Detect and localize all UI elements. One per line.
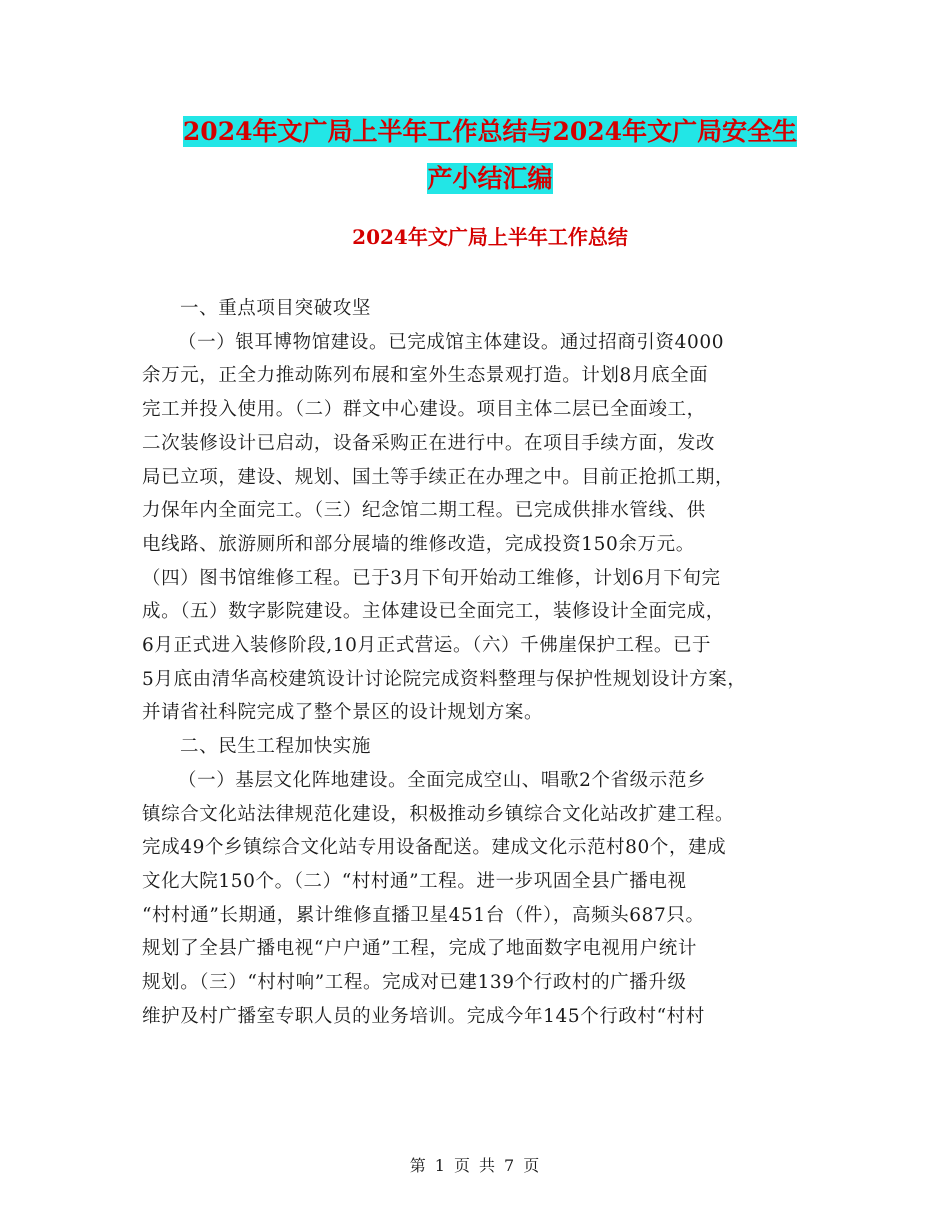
paragraph-line: 完成49个乡镇综合文化站专用设备配送。建成文化示范村80个，建成 (142, 837, 727, 859)
heading-key-projects: 一、重点项目突破攻坚 (180, 298, 372, 319)
paragraph-line: 完工并投入使用。（二）群文中心建设。项目主体二层已全面竣工， (142, 399, 706, 421)
paragraph-line: 余万元，正全力推动陈列布展和室外生态景观打造。计划8月底全面 (142, 365, 709, 387)
paragraph-line: 5月底由清华高校建筑设计讨论院完成资料整理与保护性规划设计方案， (142, 668, 747, 690)
paragraph-line: （一）银耳博物馆建设。已完成馆主体建设。通过招商引资4000 (178, 331, 725, 353)
body-text (142, 292, 822, 1033)
page-footer (0, 1154, 950, 1178)
paragraph-line: 电线路、旅游厕所和部分展墙的维修改造，完成投资150余万元。 (142, 533, 695, 555)
footer-page-number: 1 (434, 1156, 446, 1175)
paragraph-line: “村村通”长期通，累计维修直播卫星451台（件），高频头687只。 (142, 904, 705, 926)
paragraph-line: （四）图书馆维修工程。已于3月下旬开始动工维修，计划6月下旬完 (142, 567, 721, 589)
paragraph-line: 维护及村广播室专职人员的业务培训。完成今年145个行政村“村村 (142, 1005, 705, 1027)
section-title: 2024年文广局上半年工作总结 (352, 225, 628, 249)
paragraph-line: 6月正式进入装修阶段,10月正式营运。（六）千佛崖保护工程。已于 (142, 635, 712, 657)
heading-livelihood-projects: 二、民生工程加快实施 (180, 736, 372, 758)
document-title-line-2: 产小结汇编 (427, 164, 553, 193)
footer-total-pages: 7 (504, 1156, 516, 1175)
footer-prefix: 第 (409, 1156, 427, 1175)
document-title (140, 108, 840, 202)
footer-suffix: 页 (523, 1156, 541, 1175)
paragraph-line: 局已立项，建设、规划、国土等手续正在办理之中。目前正抢抓工期， (142, 466, 735, 488)
footer-page-word: 页 (453, 1156, 471, 1175)
paragraph-line: 文化大院150个。（二）“村村通”工程。进一步巩固全县广播电视 (142, 870, 687, 892)
paragraph-line: 力保年内全面完工。（三）纪念馆二期工程。已完成供排水管线、供 (142, 500, 706, 522)
paragraph-line: 二次装修设计已启动，设备采购正在进行中。在项目手续方面，发改 (142, 432, 716, 454)
paragraph-line: 规划。（三）“村村响”工程。完成对已建139个行政村的广播升级 (142, 972, 687, 994)
paragraph-line: 规划了全县广播电视“户户通”工程，完成了地面数字电视用户统计 (142, 938, 697, 960)
footer-total-word: 共 (479, 1156, 497, 1175)
paragraph-line: （一）基层文化阵地建设。全面完成空山、唱歌2个省级示范乡 (178, 769, 707, 791)
paragraph-line: 镇综合文化站法律规范化建设，积极推动乡镇综合文化站改扩建工程。 (142, 803, 735, 825)
paragraph-line: 成。（五）数字影院建设。主体建设已全面完工，装修设计全面完成， (142, 601, 725, 623)
document-title-line-1: 2024年文广局上半年工作总结与2024年文广局安全生 (182, 117, 798, 146)
paragraph-line: 并请省社科院完成了整个景区的设计规划方案。 (142, 702, 544, 724)
